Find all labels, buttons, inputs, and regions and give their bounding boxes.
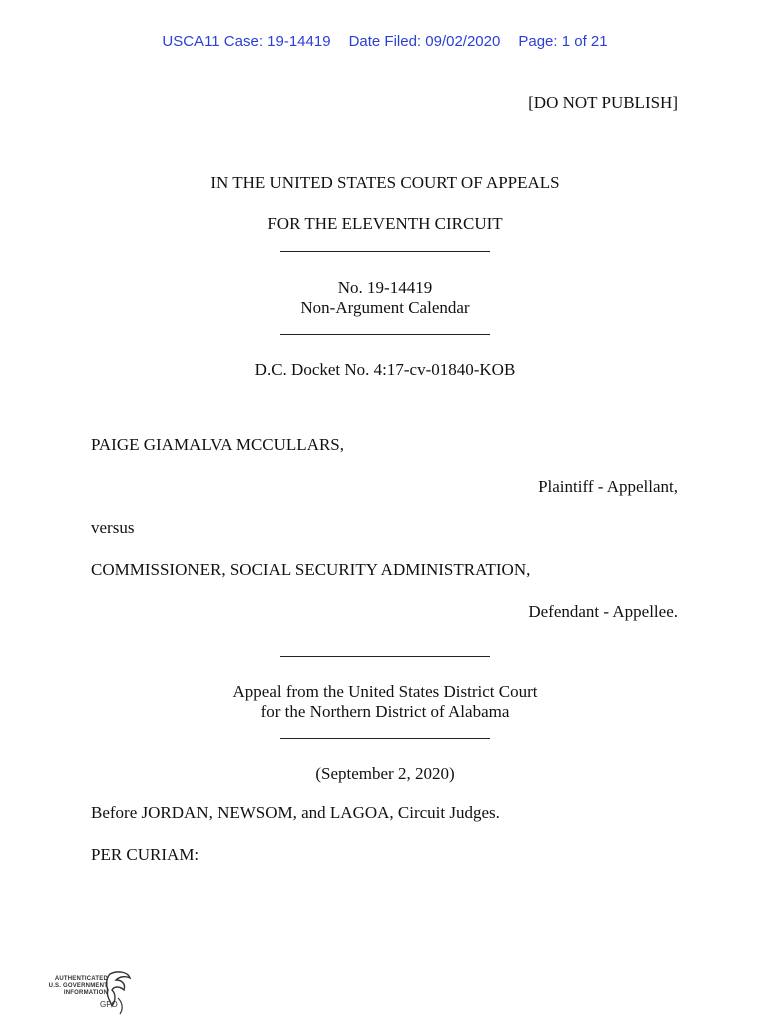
court-name-line1: IN THE UNITED STATES COURT OF APPEALS xyxy=(210,173,560,192)
gpo-logo-line: AUTHENTICATED xyxy=(54,976,108,982)
gpo-authentication-logo xyxy=(44,968,134,1018)
docket-number: D.C. Docket No. 4:17-cv-01840-KOB xyxy=(254,360,516,379)
gpo-mark: GPO xyxy=(100,1000,118,1009)
case-number-stamp: USCA11 Case: 19-14419 xyxy=(162,33,331,50)
gpo-logo-line: U.S. GOVERNMENT xyxy=(48,983,108,989)
divider-rule xyxy=(280,738,490,739)
plaintiff-name: PAIGE GIAMALVA MCCULLARS, xyxy=(91,435,345,454)
page-count-stamp: Page: 1 of 21 xyxy=(518,33,608,50)
case-number: No. 19-14419 xyxy=(337,278,433,297)
appeal-line2: for the Northern District of Alabama xyxy=(260,702,510,721)
case-header-stamp xyxy=(0,33,770,50)
versus-label: versus xyxy=(91,518,135,537)
publish-status: [DO NOT PUBLISH] xyxy=(528,93,678,112)
per-curiam-heading: PER CURIAM: xyxy=(91,845,200,864)
divider-rule xyxy=(280,656,490,657)
defendant-role: Defendant - Appellee. xyxy=(528,602,678,621)
calendar-type: Non-Argument Calendar xyxy=(300,298,470,317)
defendant-name: COMMISSIONER, SOCIAL SECURITY ADMINISTRATION, xyxy=(91,560,531,579)
gpo-logo-text xyxy=(44,976,108,997)
court-name-line2: FOR THE ELEVENTH CIRCUIT xyxy=(267,214,503,233)
divider-rule xyxy=(280,334,490,335)
divider-rule xyxy=(280,251,490,252)
date-filed-stamp: Date Filed: 09/02/2020 xyxy=(348,33,501,50)
appeal-line1: Appeal from the United States District Court xyxy=(232,682,538,701)
plaintiff-role: Plaintiff - Appellant, xyxy=(538,477,678,496)
panel-judges: Before JORDAN, NEWSOM, and LAGOA, Circuit Judges. xyxy=(91,803,500,822)
decision-date: (September 2, 2020) xyxy=(315,764,455,783)
gpo-logo-line: INFORMATION xyxy=(63,990,108,996)
